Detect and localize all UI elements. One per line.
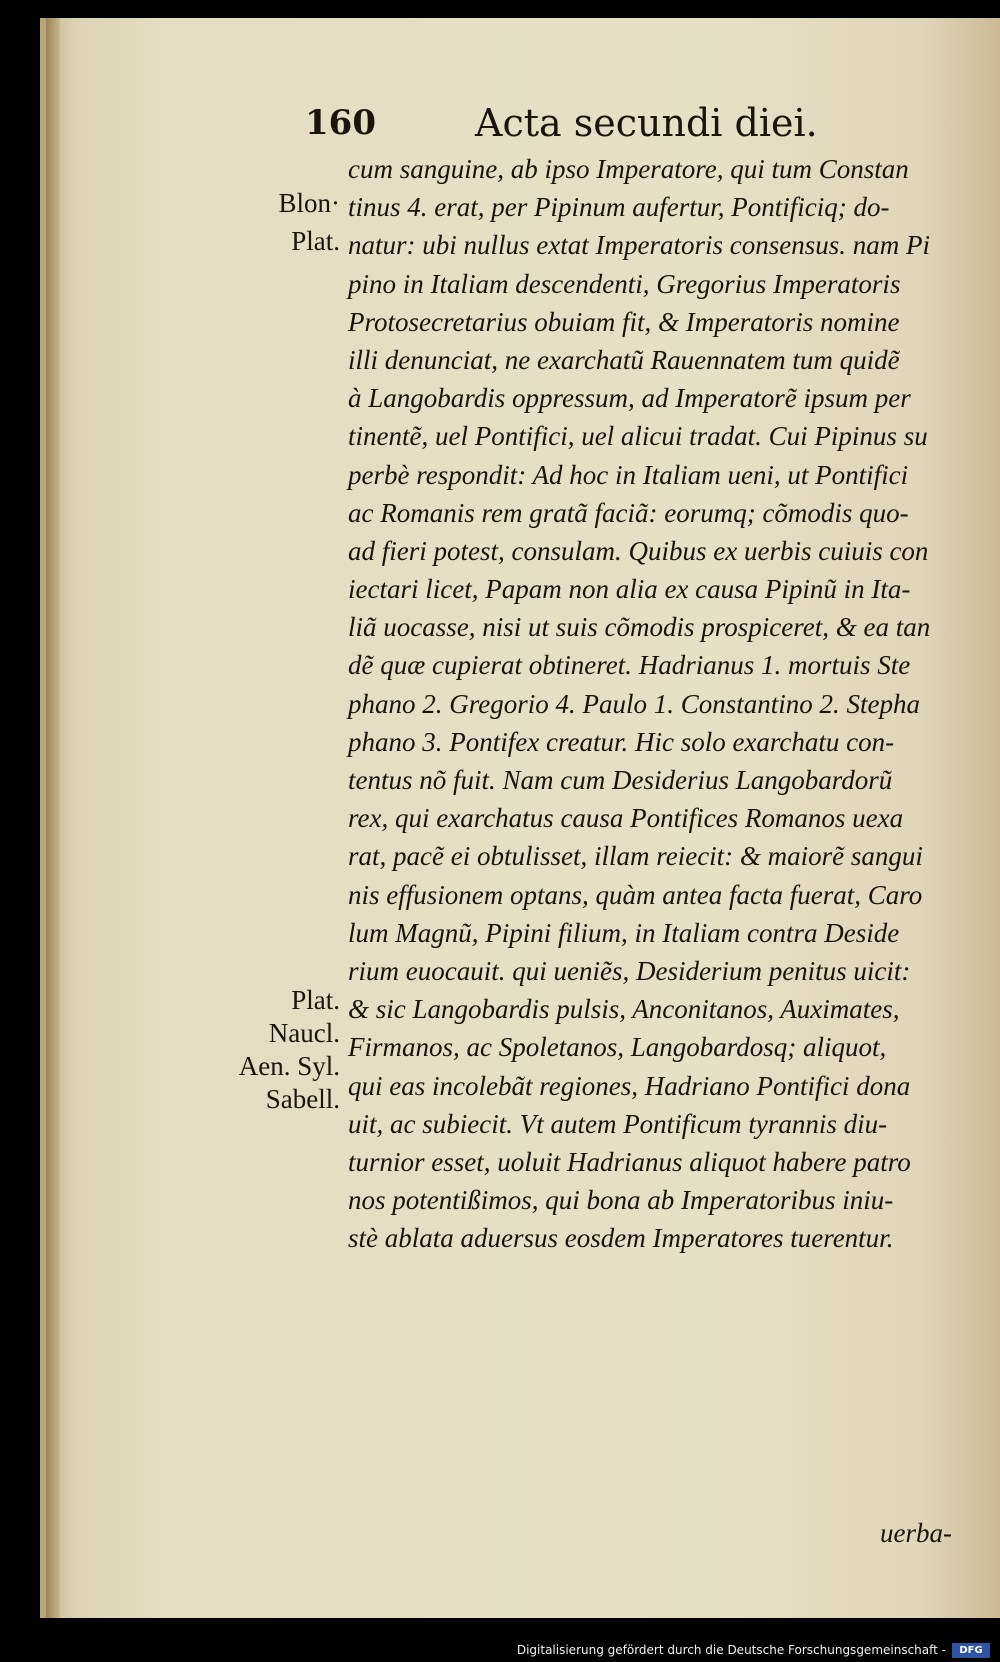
- text-line: Protosecretarius obuiam fit, & Imperatoris nomine: [348, 306, 900, 337]
- dfg-logo-icon: DFG: [952, 1643, 990, 1658]
- text-line: natur: ubi nullus extat Imperatoris consensus. nam Pi: [348, 230, 930, 261]
- margin-note: Plat.: [291, 985, 340, 1015]
- text-line: tentus nõ fuit. Nam cum Desiderius Langobardorũ: [348, 765, 893, 795]
- text-line: rex, qui exarchatus causa Pontifices Romanos uexa: [348, 803, 904, 834]
- text-line: nis effusionem optans, quàm antea facta fuerat, Caro: [348, 879, 923, 910]
- text-line: Firmanos, ac Spoletanos, Langobardosq; aliquot,: [348, 1032, 887, 1063]
- margin-note: Naucl.: [268, 1018, 340, 1048]
- text-line: tinentẽ, uel Pontifici, uel alicui tradat. Cui Pipinus su: [348, 421, 928, 452]
- text-line: phano 2. Gregorio 4. Paulo 1. Constantino 2. Stepha: [348, 688, 920, 719]
- text-line: cum sanguine, ab ipso Imperatore, qui tum Constan: [348, 154, 909, 184]
- text-line: perbè respondit: Ad hoc in Italiam ueni, ut Pontifici: [348, 459, 909, 490]
- text-line: stè ablata aduersus eosdem Imperatores tuerentur.: [348, 1223, 894, 1254]
- text-line: pino in Italiam descendenti, Gregorius Imperatoris: [348, 268, 901, 299]
- margin-note: Aen. Syl.: [238, 1051, 340, 1081]
- digitization-footer: [0, 1640, 1000, 1662]
- page-number: 160: [305, 103, 376, 143]
- text-line: phano 3. Pontifex creatur. Hic solo exarchatu con-: [348, 726, 895, 757]
- body-text: [348, 150, 968, 1257]
- text-line: nos potentißimos, qui bona ab Imperatoribus iniu-: [348, 1185, 894, 1216]
- page-header: [305, 103, 905, 149]
- text-line: iectari licet, Papam non alia ex causa Pipinũ in Ita-: [348, 574, 911, 605]
- text-line: à Langobardis oppressum, ad Imperatorẽ ipsum per: [348, 383, 911, 414]
- funding-credit: Digitalisierung gefördert durch die Deutsche Forschungsgemeinschaft -: [516, 1643, 946, 1657]
- text-line: dẽ quæ cupierat obtineret. Hadrianus 1. mortuis Ste: [348, 650, 911, 681]
- text-line: turnior esset, uoluit Hadrianus aliquot habere patro: [348, 1146, 911, 1177]
- text-line: rium euocauit. qui ueniẽs, Desiderium penitus uicit:: [348, 955, 911, 986]
- text-line: qui eas incolebãt regiones, Hadriano Pontifici dona: [348, 1070, 911, 1101]
- running-title: Acta secundi diei.: [475, 101, 818, 145]
- text-line: uit, ac subiecit. Vt autem Pontificum tyrannis diu-: [348, 1108, 888, 1139]
- text-line: ad fieri potest, consulam. Quibus ex uerbis cuiuis con: [348, 535, 929, 566]
- margin-note: Sabell.: [265, 1084, 340, 1114]
- text-line: liã uocasse, nisi ut suis cõmodis prospiceret, & ea tan: [348, 612, 931, 643]
- page-binding-edge: [46, 18, 60, 1618]
- text-line: ac Romanis rem gratã faciã: eorumq; cõmodis quo-: [348, 497, 909, 528]
- text-line: lum Magnũ, Pipini filium, in Italiam contra Deside: [348, 917, 900, 948]
- text-line: & sic Langobardis pulsis, Anconitanos, Auximates,: [348, 994, 900, 1025]
- catchword: uerba-: [880, 1518, 952, 1548]
- text-line: rat, pacẽ ei obtulisset, illam reiecit: & maiorẽ sangui: [348, 841, 923, 872]
- text-line: illi denunciat, ne exarchatũ Rauennatem tum quidẽ: [348, 344, 900, 375]
- margin-note: Plat.: [291, 226, 340, 256]
- text-line: tinus 4. erat, per Pipinum aufertur, Pontificiq; do-: [348, 192, 890, 223]
- margin-note: Blon·: [278, 188, 340, 218]
